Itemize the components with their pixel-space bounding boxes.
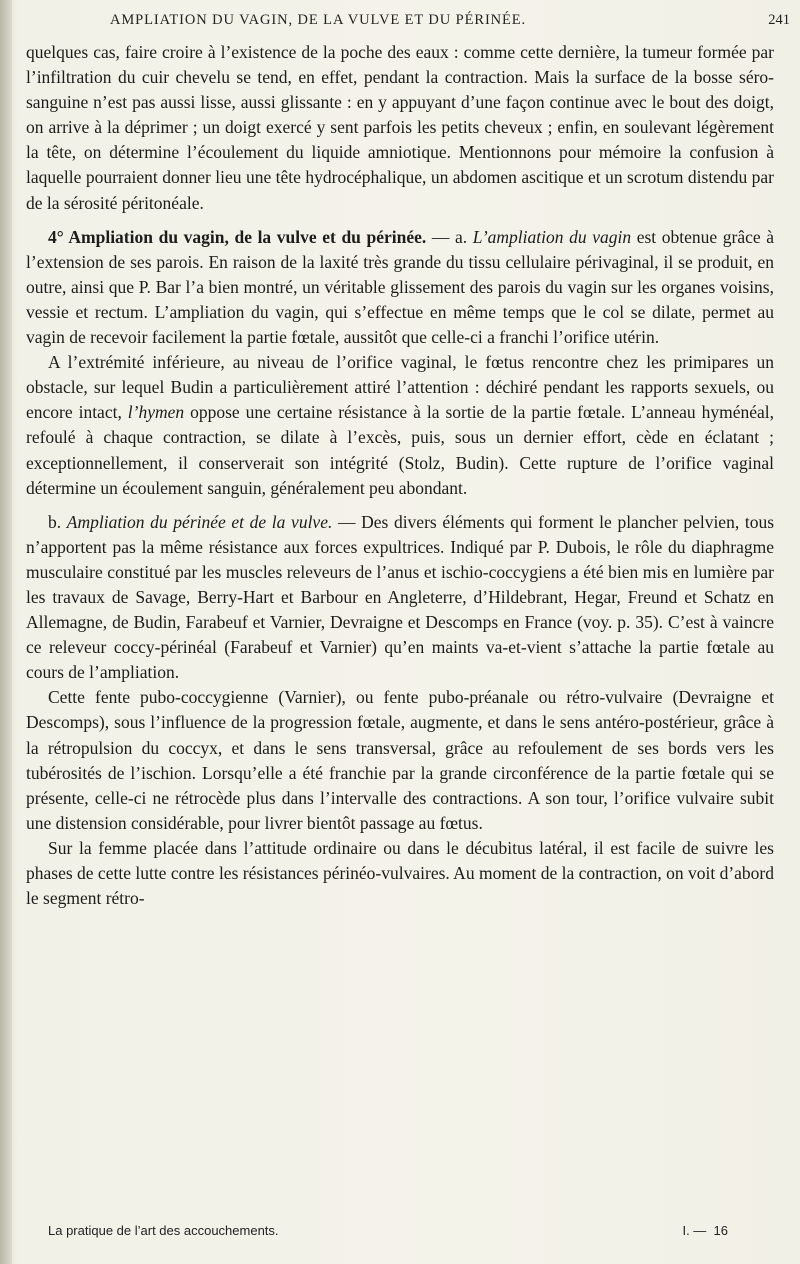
paragraph-section-4 bbox=[26, 225, 774, 350]
section-heading: 4° Ampliation du vagin, de la vulve et du périnée. bbox=[48, 226, 427, 247]
footer-signature: I. — 16 bbox=[682, 1223, 728, 1238]
page-number: 241 bbox=[768, 12, 790, 28]
page-footer bbox=[48, 1223, 728, 1245]
paragraph-section-b bbox=[26, 510, 774, 686]
paragraph-fente: Cette fente pubo-coccygienne (Varnier), ou fente pubo-préanale ou rétro-vulvaire (Devraigne et Descomps), sous l’influence de la progression fœtale, augmente, et dans le sens antéro-postérieur, grâce à la rétropulsion du coccyx, et dans le sens transversal, grâce au refoulement de ses bords vers les tubérosités de l’ischion. Lorsqu’elle a été franchie par la grande circonférence de la partie fœtale qui se présente, celle-ci ne rétrocède plus dans l’intervalle des contractions. A son tour, l’orifice vulvaire subit une distension considérable, pour livrer bientôt passage au fœtus. bbox=[26, 687, 774, 833]
paragraph-femme: Sur la femme placée dans l’attitude ordinaire ou dans le décubitus latéral, il est facile de suivre les phases de cette lutte contre les résistances périnéo-vulvaires. Au moment de la contraction, on voit d’abord le segment rétro- bbox=[26, 837, 774, 909]
paragraph-text: est obtenue grâce à l’extension de ses parois. En raison de la laxité très grande du tissu cellulaire périvaginal, il se produit, en outre, ainsi que P. Bar l’a bien montré, un véritable glissement des parois du vagin sur les organes voisins, vessie et rectum. L’ampliation du vagin, qui s’effectue en même temps que le col se dilate, permet au vagin de recevoir facilement la partie fœtale, aussitôt que celle-ci a franchi l’orifice utérin. bbox=[26, 226, 774, 348]
paragraph-continuation: quelques cas, faire croire à l’existence de la poche des eaux : comme cette dernière, la tumeur formée par l’infiltration du cuir chevelu se tend, en effet, pendant la contraction. Mais la surface de la bosse séro-sanguine n’est pas aussi lisse, aussi glissante : en y appuyant d’une façon continue avec le bout des doigt, on arrive à la déprimer ; un doigt exercé y sent parfois les petits cheveux ; enfin, en soulevant légèrement la tête, on détermine l’écoulement du liquide amniotique. Mentionnons pour mémoire la confusion à laquelle pourraient donner lieu une tête hydrocéphalique, un abdomen ascitique et un scrotum distendu par de la sérosité péritonéale. bbox=[26, 42, 774, 213]
section-dash: — a. bbox=[426, 226, 473, 247]
page-binding-edge bbox=[0, 0, 12, 1264]
paragraph-text: oppose une certaine résistance à la sortie de la partie fœtale. L’anneau hyménéal, refoulé à chaque contraction, se dilate à l’excès, puis, sous un dernier effort, cède en éclatant ; exceptionnellement, il conserverait son intégrité (Stolz, Budin). Cette rupture de l’orifice vaginal détermine un écoulement sanguin, généralement peu abondant. bbox=[26, 402, 774, 498]
subsection-b-title: Ampliation du périnée et de la vulve. bbox=[66, 511, 333, 532]
footer-book-title: La pratique de l’art des accouchements. bbox=[48, 1223, 279, 1238]
body-text bbox=[26, 40, 774, 911]
subsection-a-title: L’ampliation du vagin bbox=[472, 226, 632, 247]
paragraph-text: A l’extrémité inférieure, au niveau de l’orifice vaginal, le fœtus rencontre chez les primipares un obstacle, sur lequel Budin a particulièrement attiré l’attention : déchiré pendant les rapports sexuels, ou encore intact, bbox=[26, 352, 774, 423]
running-head: AMPLIATION DU VAGIN, DE LA VULVE ET DU PÉRINÉE. bbox=[110, 12, 527, 28]
italic-term: l’hymen bbox=[127, 402, 185, 423]
paragraph-hymen bbox=[26, 350, 774, 501]
subsection-label: b. bbox=[48, 511, 67, 532]
paragraph-text: — Des divers éléments qui forment le plancher pelvien, tous n’apportent pas la même résistance aux forces expultrices. Indiqué par P. Dubois, le rôle du diaphragme musculaire constitué par les muscles releveurs de l’anus et ischio-coccygiens a été bien mis en lumière par les travaux de Savage, Berry-Hart et Barbour en Angleterre, d’Hildebrant, Hegar, Freund et Schatz en Allemagne, de Budin, Farabeuf et Varnier, Devraigne et Descomps en France (voy. p. 35). C’est à vaincre ce releveur coccy-périnéal (Farabeuf et Varnier) qu’en maints va-et-vient s’attache la partie fœtale au cours de l’ampliation. bbox=[26, 511, 774, 683]
page-header bbox=[110, 6, 800, 32]
